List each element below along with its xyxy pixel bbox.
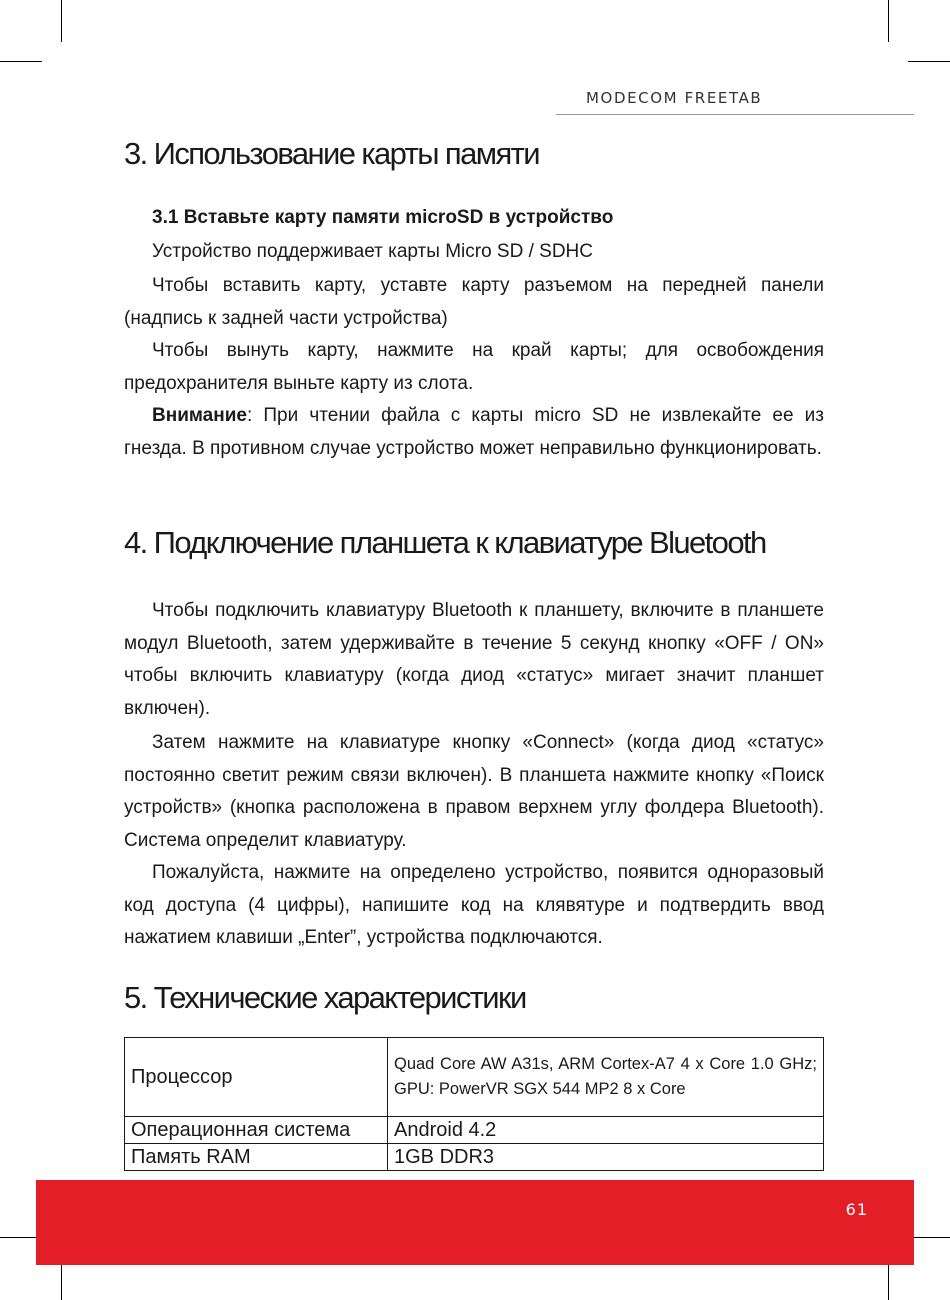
spec-key: Память RAM: [125, 1144, 388, 1171]
spec-key: Операционная система: [125, 1117, 388, 1144]
section-3-paragraph-3: Чтобы вынуть карту, нажмите на край карты; для освобождения предохранителя выньте карту из слота.: [124, 340, 824, 394]
table-row: [125, 1117, 824, 1144]
crop-mark: [0, 61, 42, 62]
section-4-title: 4. Подключение планшета к клавиатуре Bluetooth: [124, 525, 766, 560]
warning-text: : При чтении файла с карты micro SD не извлекайте ее из гнезда. В противном случае устройство может неправильно функционировать.: [124, 405, 824, 459]
section-3-1-subtitle: 3.1 Вставьте карту памяти microSD в устройство: [152, 207, 614, 228]
brand-header: MODECOM FREETAB: [586, 89, 763, 107]
spec-key: Процессор: [125, 1038, 388, 1117]
crop-mark: [61, 0, 62, 42]
section-4-paragraph-1: Чтобы подключить клавиатуру Bluetooth к планшету, включите в планшете модул Bluetooth, затем удерживайте в течение 5 секунд кнопку «OFF / ON» чтобы включить клавиатуру (когда диод «статус» мигает значит планшет включен).: [124, 600, 824, 719]
page-number: 61: [845, 1200, 868, 1219]
section-4-paragraph-3: Пожалуйста, нажмите на определено устройство, появится одноразовый код доступа (4 цифры), напишите код на клявятуре и подтвердить ввод нажатием клавиши „Enter”, устройства подключаются.: [124, 862, 824, 948]
crop-mark: [888, 0, 889, 42]
table-row: [125, 1038, 824, 1117]
crop-mark: [908, 61, 950, 62]
header-rule: [556, 114, 914, 115]
table-row: [125, 1144, 824, 1171]
spec-value: Android 4.2: [388, 1117, 824, 1144]
warning-label: Внимание: [152, 405, 247, 426]
crop-mark: [908, 1237, 950, 1238]
spec-value: 1GB DDR3: [388, 1144, 824, 1171]
section-5-title: 5. Технические характеристики: [124, 980, 526, 1015]
spec-value: Quad Core AW A31s, ARM Cortex-A7 4 x Core 1.0 GHz; GPU: PowerVR SGX 544 MP2 8 x Core: [388, 1038, 824, 1117]
section-3-warning: [124, 400, 824, 465]
section-3-paragraph-1: Устройство поддерживает карты Micro SD / SDHC: [152, 241, 593, 262]
section-3-title: 3. Использование карты памяти: [124, 136, 539, 171]
spec-table: [124, 1037, 824, 1171]
section-4-paragraph-2: Затем нажмите на клавиатуре кнопку «Connect» (когда диод «статус» постоянно светит режим связи включен). В планшета нажмите кнопку «Поиск устройств» (кнопка расположена в правом верхнем углу фолдера Bluetooth). Система определит клавиатуру.: [124, 732, 824, 851]
footer-band: [36, 1180, 914, 1265]
section-3-paragraph-2: Чтобы вставить карту, уставте карту разъемом на передней панели (надпись к задней части устройства): [124, 275, 824, 329]
